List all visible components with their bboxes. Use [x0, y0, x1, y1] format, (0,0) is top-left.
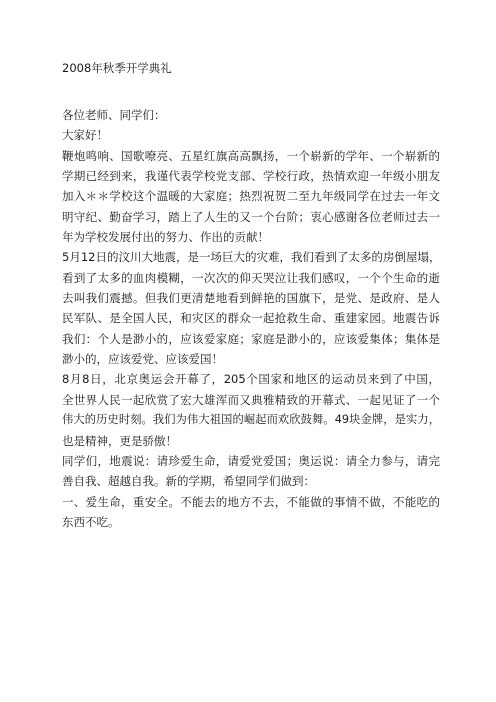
body-line: 鞭炮鸣响、国歌嘹亮、五星红旗高高飘扬，一个崭新的学年、一个崭新的 [62, 148, 440, 163]
body-line: 去叫我们震撼。但我们更清楚地看到鲜艳的国旗下，是党、是政府、是人 [62, 291, 440, 306]
body-line: 我们：个人是渺小的，应该爱家庭；家庭是渺小的，应该爱集体；集体是 [62, 331, 440, 346]
body-line: 8月8日，北京奥运会开幕了，205个国家和地区的运动员来到了中国， [62, 372, 440, 387]
document-body [62, 105, 440, 532]
body-line: 明守纪、勤奋学习，踏上了人生的又一个台阶；衷心感谢各位老师过去一 [62, 209, 440, 224]
body-line: 伟大的历史时刻。我们为伟大祖国的崛起而欢欣鼓舞。49块金牌，是实力， [62, 413, 440, 427]
body-line: 东西不吃。 [62, 514, 120, 529]
body-line: 一、爱生命，重安全。不能去的地方不去，不能做的事情不做，不能吃的 [62, 494, 440, 509]
body-line: 大家好！ [62, 128, 108, 143]
body-line: 也是精神，更是骄傲！ [62, 433, 177, 448]
body-line: 学期已经到来，我谨代表学校党支部、学校行政，热情欢迎一年级小朋友 [62, 169, 440, 184]
body-line: 民军队、是全国人民，和灾区的群众一起抢救生命、重建家园。地震告诉 [62, 311, 440, 326]
body-line: 全世界人民一起欣赏了宏大雄浑而又典雅精致的开幕式、一起见证了一个 [62, 392, 440, 407]
body-line: 同学们，地震说：请珍爱生命，请爱党爱国；奥运说：请全力参与，请完 [62, 453, 440, 468]
body-line: 看到了太多的血肉模糊，一次次的仰天哭泣让我们感叹，一个个生命的逝 [62, 270, 440, 285]
body-line: 年为学校发展付出的努力、作出的贡献！ [62, 230, 269, 245]
body-line: 5月12日的汶川大地震，是一场巨大的灾难，我们看到了太多的房倒屋塌， [62, 250, 440, 265]
body-line: 善自我、超越自我。新的学期，希望同学们做到： [62, 474, 315, 489]
body-line: 各位老师、同学们： [62, 108, 166, 122]
body-line: 渺小的，应该爱党、应该爱国！ [62, 352, 223, 367]
document-title: 2008年秋季开学典礼 [62, 61, 172, 75]
body-line: 加入＊＊学校这个温暖的大家庭；热烈祝贺二至九年级同学在过去一年文 [62, 189, 440, 204]
